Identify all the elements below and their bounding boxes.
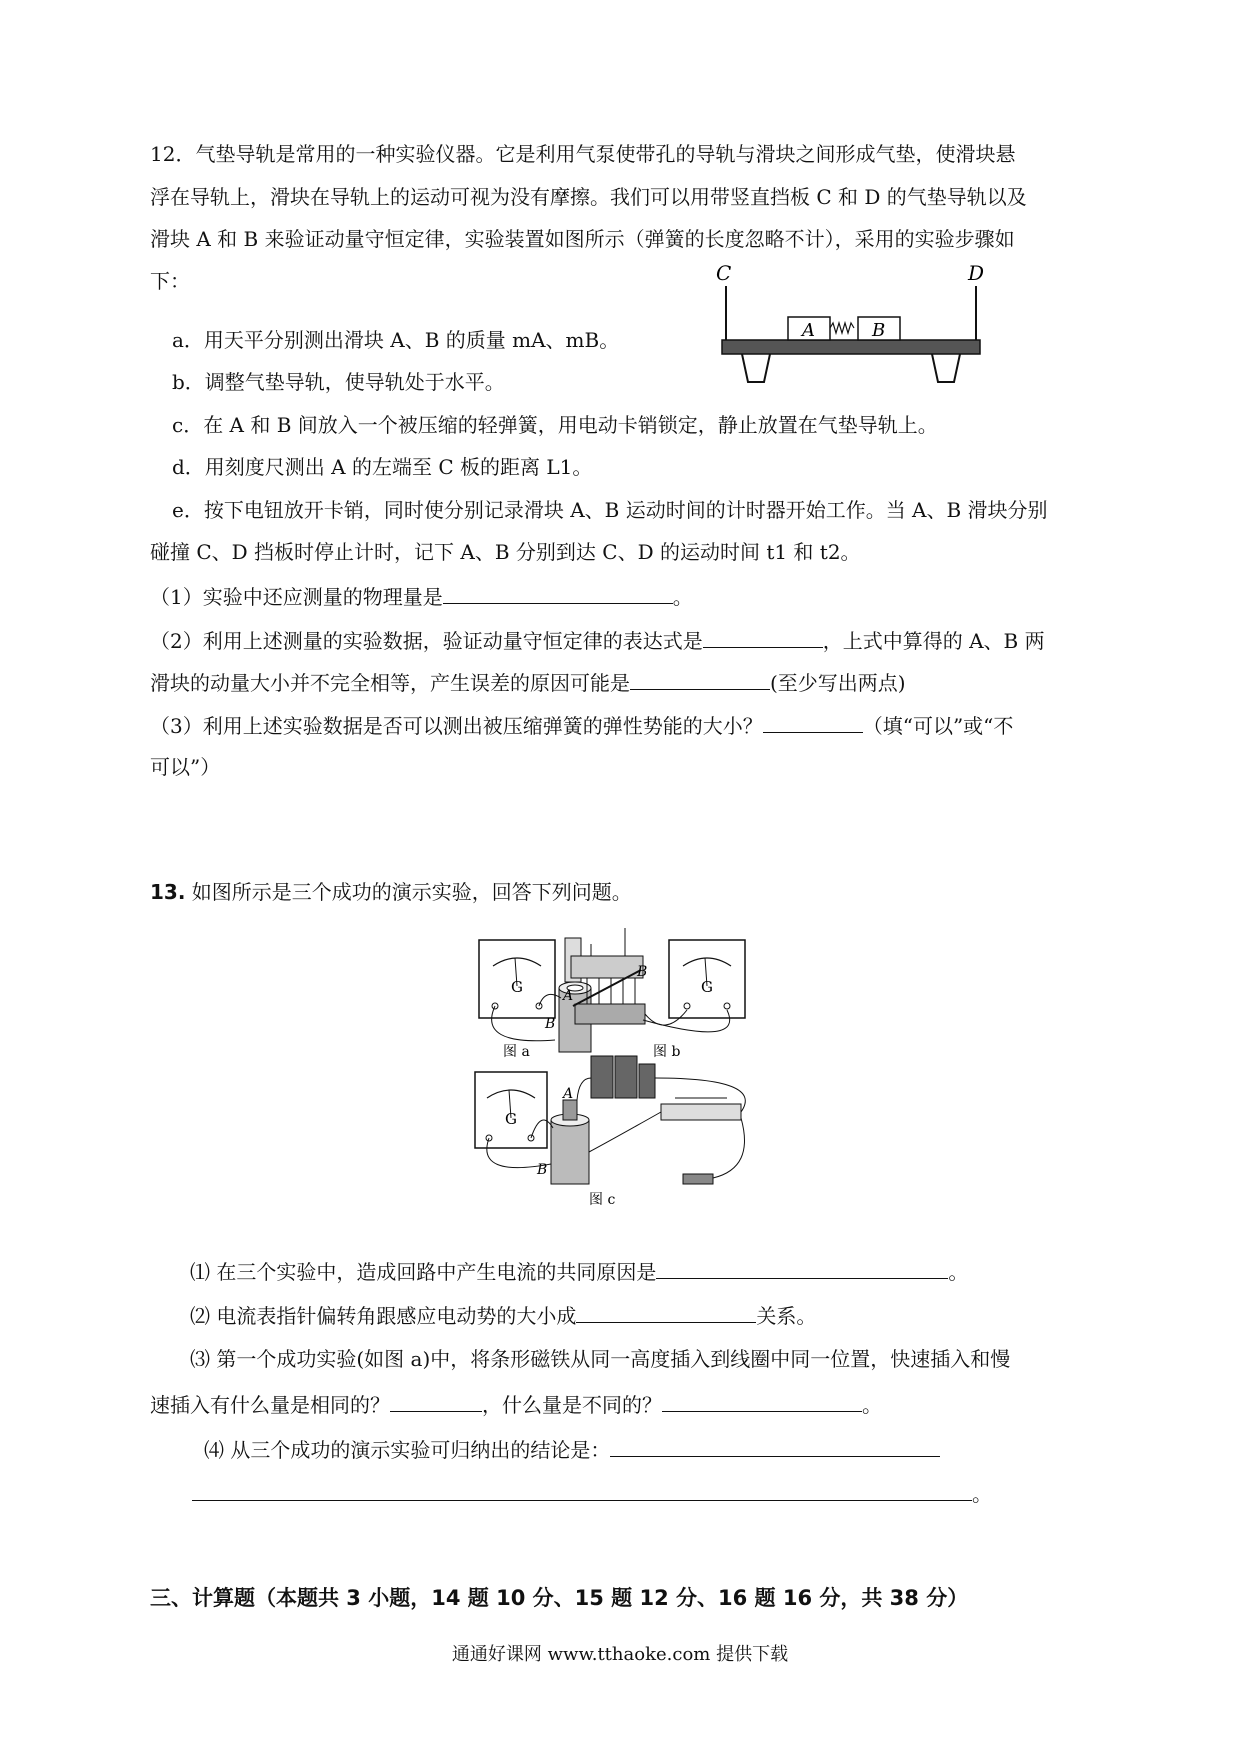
fig-a-galvanometer-label: G (511, 978, 523, 996)
page-footer: 通通好课网 www.tthaoke.com 提供下载 (451, 1644, 789, 1665)
air-track-figure (700, 250, 1000, 395)
fig-a-coil-label: B (545, 1016, 556, 1032)
q13-s3-end: 。 (862, 1393, 882, 1417)
q13-s1 (190, 1258, 968, 1284)
q12-sub2 (150, 627, 1045, 653)
q12-sub1 (150, 583, 693, 609)
q12-sub3-text-b: （填“可以”或“不 (862, 714, 1014, 738)
q12-line-3: 滑块 A 和 B 来验证动量守恒定律，实验装置如图所示（弹簧的长度忽略不计），采用的实验步骤如 (150, 227, 1015, 251)
q13-title-text: 如图所示是三个成功的演示实验，回答下列问题。 (185, 880, 632, 904)
q12-step-e-1: e．按下电钮放开卡销，同时使分别记录滑块 A、B 运动时间的计时器开始工作。当 A、B 滑块分别 (172, 498, 1048, 522)
q12-sub2-line2 (150, 669, 906, 695)
plate-c-label: C (716, 261, 732, 285)
induction-experiments-figure (465, 928, 810, 1210)
fig-c-coil-a-label: A (563, 1086, 574, 1102)
q13-s4-answer-blank-1[interactable] (610, 1436, 940, 1457)
q12-sub3-line2: 可以”） (150, 755, 221, 779)
q13-s1-text: ⑴ 在三个实验中，造成回路中产生电流的共同原因是 (190, 1260, 657, 1284)
q13-s2 (190, 1302, 816, 1328)
q13-s4 (204, 1436, 940, 1462)
q13-s2-text: ⑵ 电流表指针偏转角跟感应电动势的大小成 (190, 1304, 577, 1328)
q13-s3-different-blank[interactable] (662, 1391, 862, 1412)
q12-line-4: 下： (150, 269, 190, 293)
q12-step-d: d．用刻度尺测出 A 的左端至 C 板的距离 L1。 (172, 455, 593, 479)
q12-sub2-text-d: (至少写出两点) (770, 671, 906, 695)
plate-d-label: D (968, 261, 985, 285)
q13-s4-answer-blank-2[interactable] (192, 1480, 972, 1501)
q12-sub2-text: （2）利用上述测量的实验数据，验证动量守恒定律的表达式是 (150, 629, 703, 653)
q12-line-2: 浮在导轨上，滑块在导轨上的运动可视为没有摩擦。我们可以用带竖直挡板 C 和 D 的气垫导轨以及 (150, 185, 1027, 209)
q12-sub2-text-c: 滑块的动量大小并不完全相等，产生误差的原因可能是 (150, 671, 630, 695)
q12-sub1-answer-blank[interactable] (443, 583, 673, 604)
q12-sub3 (150, 712, 1013, 738)
q13-s4-text: ⑷ 从三个成功的演示实验可归纳出的结论是： (204, 1438, 611, 1462)
q12-sub1-end: 。 (672, 585, 693, 609)
fig-c-coil-b-label: B (537, 1162, 548, 1178)
q12-line-1: 12．气垫导轨是常用的一种实验仪器。它是利用气泵使带孔的导轨与滑块之间形成气垫，使滑块悬 (150, 142, 1016, 166)
q12-sub1-text: （1）实验中还应测量的物理量是 (150, 585, 443, 609)
section-3-heading: 三、计算题（本题共 3 小题，14 题 10 分、15 题 12 分、16 题 16 分，共 38 分） (150, 1586, 969, 1610)
fig-a-caption: 图 a (503, 1044, 530, 1060)
q12-sub2-text-b: ，上式中算得的 A、B 两 (822, 629, 1045, 653)
q12-sub3-answer-blank[interactable] (763, 712, 863, 733)
q13-s3-line2 (150, 1391, 882, 1417)
q12-sub2-expression-blank[interactable] (703, 627, 823, 648)
fig-c-caption: 图 c (589, 1192, 616, 1208)
fig-c-galvanometer-label: G (505, 1110, 517, 1128)
fig-b-galvanometer-label: G (701, 978, 713, 996)
fig-b-caption: 图 b (653, 1044, 681, 1060)
q13-s3-text-b: 速插入有什么量是相同的？ (150, 1393, 390, 1417)
block-a-label: A (802, 320, 815, 341)
q13-s2-text-b: 关系。 (756, 1304, 817, 1328)
q13-s3: ⑶ 第一个成功实验(如图 a)中，将条形磁铁从同一高度插入到线圈中同一位置，快速插入和慢 (190, 1347, 1011, 1371)
q12-step-b: b．调整气垫导轨，使导轨处于水平。 (172, 370, 505, 394)
fig-b-rod-a-label: A (563, 988, 574, 1004)
block-b-label: B (872, 320, 886, 341)
q13-s3-text-c: ，什么量是不同的？ (482, 1393, 662, 1417)
q13-s4-end: 。 (972, 1482, 992, 1506)
q12-sub2-reason-blank[interactable] (630, 669, 770, 690)
q13-number: 13. (150, 880, 186, 904)
q13-s1-answer-blank[interactable] (656, 1258, 948, 1279)
q13-title (150, 880, 632, 904)
q12-step-e-2: 碰撞 C、D 挡板时停止计时，记下 A、B 分别到达 C、D 的运动时间 t1 和 t2。 (150, 540, 861, 564)
q12-step-a: a．用天平分别测出滑块 A、B 的质量 mA、mB。 (172, 328, 620, 352)
q12-step-c: c．在 A 和 B 间放入一个被压缩的轻弹簧，用电动卡销锁定，静止放置在气垫导轨上。 (172, 413, 938, 437)
fig-b-rod-b-label: B (637, 964, 648, 980)
q12-sub3-text: （3）利用上述实验数据是否可以测出被压缩弹簧的弹性势能的大小？ (150, 714, 763, 738)
q13-s4-line2 (192, 1480, 992, 1506)
q13-s3-same-blank[interactable] (390, 1391, 482, 1412)
q13-s1-end: 。 (948, 1260, 969, 1284)
q13-s2-answer-blank[interactable] (576, 1302, 756, 1323)
